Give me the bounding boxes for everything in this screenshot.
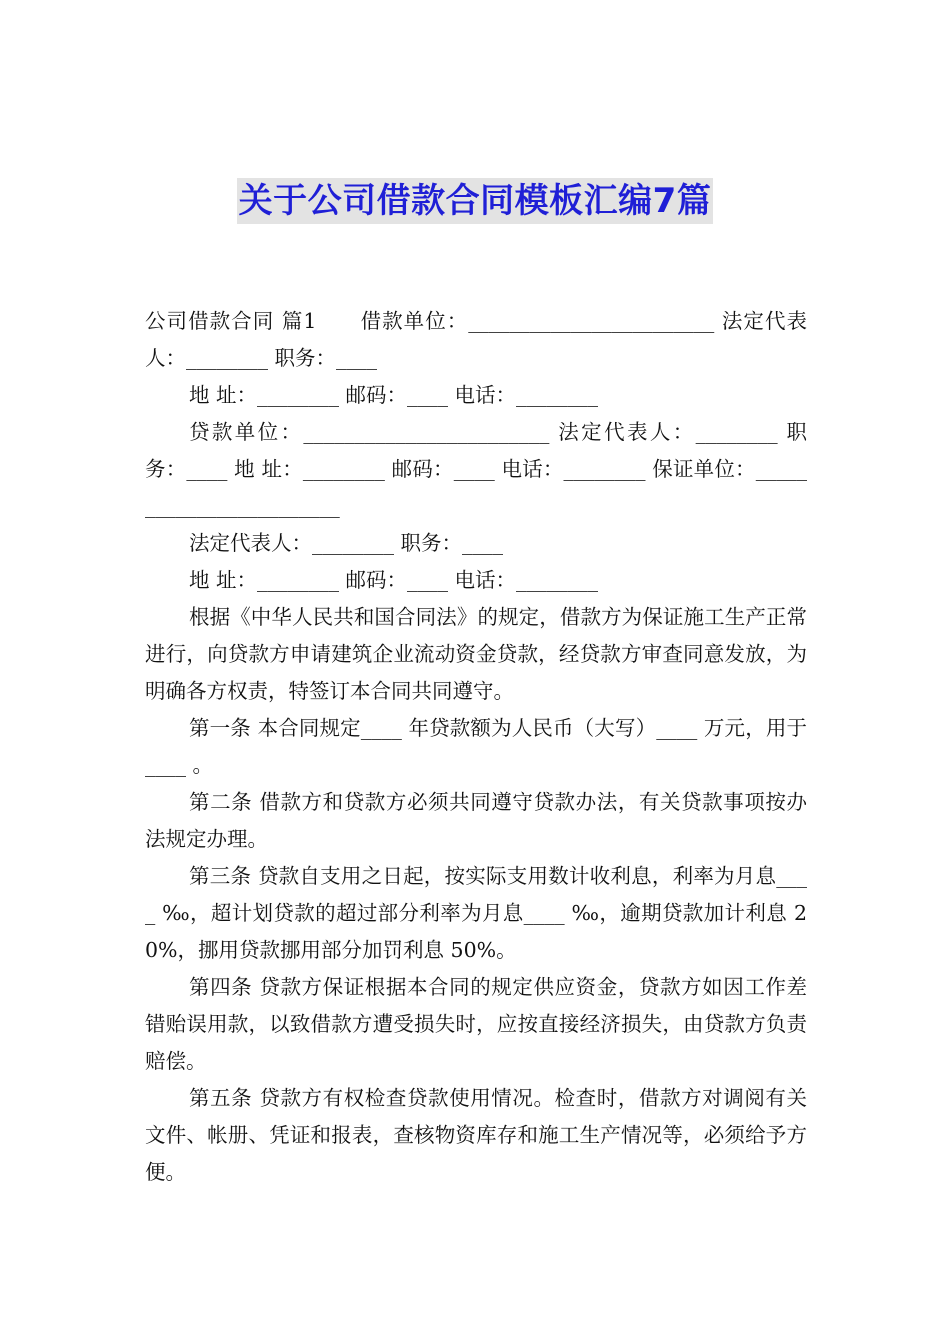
paragraph-article-3: 第三条 贷款自支用之日起，按实际支用数计收利息，利率为月息____ ‰，超计划贷款的超过部分利率为月息____ ‰，逾期贷款加计利息 20%，挪用贷款挪用部分加罚利息 50%。 [145,864,807,962]
paragraph-borrower-address: 地 址：________ 邮码：____ 电话：________ [189,383,599,407]
paragraph-borrower: 公司借款合同 篇1 借款单位：________________________ 法定代表人：________ 职务：____ [145,309,807,370]
paragraph-article-4: 第四条 贷款方保证根据本合同的规定供应资金，贷款方如因工作差错贻误用款，以致借款方遭受损失时，应按直接经济损失，由贷款方负责赔偿。 [145,975,807,1073]
document-title: 关于公司借款合同模板汇编7篇 [237,178,714,224]
paragraph-lender: 贷款单位：________________________ 法定代表人：________ 职务：____ 地 址：________ 邮码：____ 电话：________ 保证单位：________________________ [145,420,807,518]
title-container [0,178,950,224]
paragraph-guarantor-rep: 法定代表人：________ 职务：____ [189,531,504,555]
paragraph-article-2: 第二条 借款方和贷款方必须共同遵守贷款办法，有关贷款事项按办法规定办理。 [145,790,807,851]
document-body [145,303,807,1191]
paragraph-guarantor-address: 地 址：________ 邮码：____ 电话：________ [189,568,599,592]
paragraph-article-1: 第一条 本合同规定____ 年贷款额为人民币（大写）____ 万元，用于____ 。 [145,716,807,777]
paragraph-preamble: 根据《中华人民共和国合同法》的规定，借款方为保证施工生产正常进行，向贷款方申请建筑企业流动资金贷款，经贷款方审查同意发放，为明确各方权责，特签订本合同共同遵守。 [145,605,807,703]
paragraph-article-5: 第五条 贷款方有权检查贷款使用情况。检查时，借款方对调阅有关文件、帐册、凭证和报表，查核物资库存和施工生产情况等，必须给予方便。 [145,1086,807,1184]
